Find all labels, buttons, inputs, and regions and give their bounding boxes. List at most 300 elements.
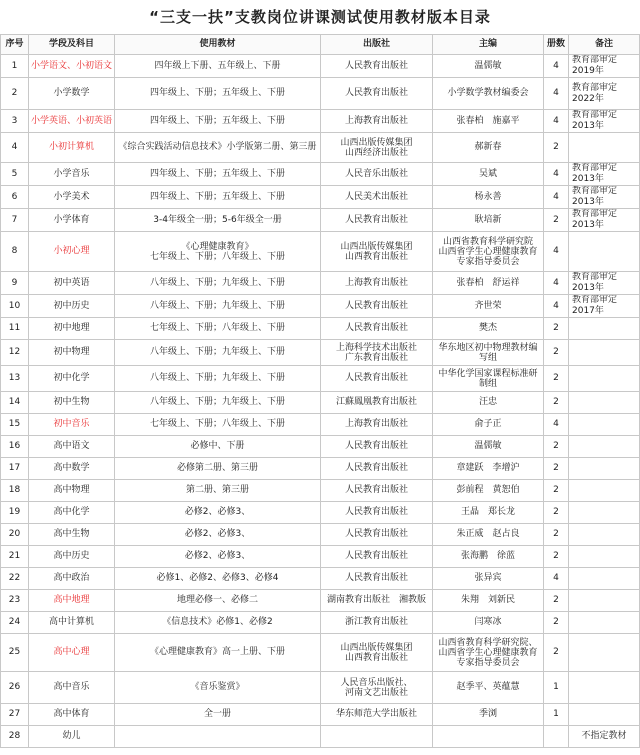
- cell-volumes: 2: [544, 480, 569, 502]
- cell-index: 2: [1, 78, 29, 110]
- cell-note: [569, 366, 640, 392]
- cell-textbook-line: 必修2、必修3、: [184, 507, 251, 517]
- cell-volumes: 4: [544, 55, 569, 78]
- cell-publisher: [321, 55, 433, 78]
- cell-textbook: [115, 392, 321, 414]
- cell-textbook: [115, 458, 321, 480]
- cell-volumes: 4: [544, 163, 569, 186]
- cell-volumes: 4: [544, 295, 569, 318]
- cell-editor-line: 俞子正: [474, 419, 502, 429]
- header-row: [1, 35, 640, 55]
- cell-volumes: 2: [544, 612, 569, 634]
- cell-volumes: 2: [544, 209, 569, 232]
- cell-publisher: [321, 78, 433, 110]
- cell-textbook: [115, 414, 321, 436]
- cell-index: 1: [1, 55, 29, 78]
- cell-publisher: [321, 110, 433, 133]
- cell-publisher-line: 人民教育出版社: [344, 573, 408, 583]
- cell-note: [569, 590, 640, 612]
- table-row: [1, 726, 640, 748]
- cell-editor-line: 写组: [478, 352, 497, 363]
- header-volumes: 册数: [544, 35, 569, 55]
- cell-editor: [433, 133, 544, 163]
- cell-subject: 高中心理: [29, 634, 115, 672]
- cell-editor-line: 耿培新: [474, 214, 502, 225]
- cell-textbook-line: 《心理健康教育》: [181, 241, 254, 252]
- table-row: [1, 524, 640, 546]
- header-textbook: 使用教材: [115, 35, 321, 55]
- cell-publisher-line: 广东教育出版社: [344, 352, 408, 363]
- cell-publisher-line: 人民教育出版社: [344, 441, 408, 451]
- cell-editor: [433, 502, 544, 524]
- cell-editor-line: 杨永善: [474, 191, 502, 202]
- table-row: [1, 634, 640, 672]
- cell-editor: [433, 366, 544, 392]
- table-row: [1, 209, 640, 232]
- table-row: [1, 340, 640, 366]
- cell-editor-line: 王晶 郑长龙: [460, 507, 515, 517]
- cell-editor-line: 吴斌: [478, 168, 497, 179]
- cell-publisher: [321, 232, 433, 272]
- cell-textbook: [115, 110, 321, 133]
- cell-editor: [433, 704, 544, 726]
- cell-index: 3: [1, 110, 29, 133]
- cell-subject: 高中音乐: [29, 672, 115, 704]
- table-row: [1, 232, 640, 272]
- header-index: 序号: [1, 35, 29, 55]
- cell-volumes: 2: [544, 366, 569, 392]
- cell-editor-line: 郝新春: [474, 142, 502, 152]
- cell-editor: [433, 209, 544, 232]
- cell-textbook: [115, 78, 321, 110]
- cell-editor-line: 小学数学教材编委会: [447, 88, 529, 98]
- cell-subject: 幼儿: [29, 726, 115, 748]
- table-row: [1, 186, 640, 209]
- cell-publisher: [321, 133, 433, 163]
- cell-editor: [433, 318, 544, 340]
- cell-volumes: 4: [544, 272, 569, 295]
- cell-publisher-line: 山西出版传媒集团: [340, 137, 413, 148]
- cell-publisher: [321, 436, 433, 458]
- cell-volumes: 2: [544, 634, 569, 672]
- page-title: “三支一扶”支教岗位讲课测试使用教材版本目录: [149, 8, 491, 26]
- cell-textbook: [115, 502, 321, 524]
- cell-textbook-line: 必修2、必修3、: [184, 551, 251, 561]
- cell-publisher-line: 上海教育出版社: [344, 419, 408, 429]
- cell-subject: 高中生物: [29, 524, 115, 546]
- cell-subject: 初中生物: [29, 392, 115, 414]
- table-row: [1, 163, 640, 186]
- cell-textbook-line: 《综合实践活动信息技术》小学版第二册、第三册: [118, 142, 317, 152]
- header-publisher: 出版社: [321, 35, 433, 55]
- cell-volumes: 2: [544, 436, 569, 458]
- cell-volumes: 2: [544, 318, 569, 340]
- cell-volumes: 2: [544, 546, 569, 568]
- cell-publisher: [321, 366, 433, 392]
- table-row: [1, 55, 640, 78]
- cell-publisher-line: 山西出版传媒集团: [340, 642, 413, 653]
- cell-textbook-line: 《信息技术》必修1、必修2: [162, 617, 273, 627]
- cell-publisher-line: 人民教育出版社: [344, 214, 408, 225]
- cell-textbook-line: 四年级上、下册；五年级上、下册: [149, 88, 285, 98]
- cell-textbook-line: 八年级上、下册；九年级上、下册: [149, 397, 285, 407]
- cell-editor-line: 汪忠: [478, 397, 497, 407]
- cell-publisher: [321, 458, 433, 480]
- table-row: [1, 272, 640, 295]
- cell-index: 26: [1, 672, 29, 704]
- cell-editor-line: 张春柏 舒运祥: [456, 277, 520, 288]
- cell-volumes: 4: [544, 186, 569, 209]
- cell-subject: 高中物理: [29, 480, 115, 502]
- cell-editor: [433, 590, 544, 612]
- cell-publisher-line: 湖南教育出版社 湘教版: [326, 595, 426, 605]
- cell-subject: 小学体育: [29, 209, 115, 232]
- cell-textbook: [115, 436, 321, 458]
- table-row: [1, 366, 640, 392]
- table-row: [1, 318, 640, 340]
- cell-index: 8: [1, 232, 29, 272]
- cell-editor: [433, 568, 544, 590]
- cell-editor: [433, 672, 544, 704]
- cell-publisher-line: 人民美术出版社: [344, 191, 408, 202]
- cell-index: 9: [1, 272, 29, 295]
- cell-index: 25: [1, 634, 29, 672]
- cell-index: 12: [1, 340, 29, 366]
- table-row: [1, 295, 640, 318]
- cell-index: 18: [1, 480, 29, 502]
- cell-publisher-line: 山西经济出版社: [344, 147, 408, 158]
- cell-textbook: [115, 590, 321, 612]
- cell-publisher: [321, 209, 433, 232]
- cell-textbook: [115, 524, 321, 546]
- cell-volumes: 1: [544, 672, 569, 704]
- cell-editor-line: 中华化学国家课程标准研: [438, 368, 538, 379]
- cell-textbook-line: 四年级上、下册；五年级上、下册: [149, 115, 285, 126]
- cell-editor-line: 彭前程 黄恕伯: [456, 485, 520, 495]
- cell-index: 24: [1, 612, 29, 634]
- cell-volumes: 2: [544, 340, 569, 366]
- cell-subject: 初中英语: [29, 272, 115, 295]
- cell-note: 教育部审定2013年: [569, 163, 640, 186]
- cell-publisher-line: 人民教育出版社: [344, 507, 408, 517]
- cell-publisher: [321, 704, 433, 726]
- cell-subject: 高中化学: [29, 502, 115, 524]
- cell-note: [569, 318, 640, 340]
- cell-textbook: [115, 295, 321, 318]
- cell-volumes: 2: [544, 392, 569, 414]
- cell-note: [569, 634, 640, 672]
- table-row: [1, 133, 640, 163]
- cell-textbook: [115, 55, 321, 78]
- cell-publisher: [321, 568, 433, 590]
- cell-note: [569, 672, 640, 704]
- cell-index: 13: [1, 366, 29, 392]
- cell-publisher: [321, 340, 433, 366]
- cell-note: [569, 458, 640, 480]
- table-row: [1, 110, 640, 133]
- cell-subject: 高中历史: [29, 546, 115, 568]
- textbook-table: [0, 34, 640, 748]
- cell-subject: 初中物理: [29, 340, 115, 366]
- cell-volumes: 2: [544, 458, 569, 480]
- cell-textbook: [115, 163, 321, 186]
- cell-textbook-line: 必修2、必修3、: [184, 529, 251, 539]
- cell-editor-line: 赵季平、英蕴慧: [456, 682, 520, 692]
- cell-textbook-line: 七年级上、下册；八年级上、下册: [149, 323, 285, 333]
- cell-editor: [433, 163, 544, 186]
- cell-publisher: [321, 634, 433, 672]
- cell-note: [569, 340, 640, 366]
- table-row: [1, 392, 640, 414]
- cell-index: 28: [1, 726, 29, 748]
- cell-publisher: [321, 672, 433, 704]
- cell-publisher: [321, 272, 433, 295]
- cell-publisher-line: 人民教育出版社: [344, 463, 408, 473]
- cell-textbook: [115, 232, 321, 272]
- cell-subject: 高中体育: [29, 704, 115, 726]
- cell-index: 22: [1, 568, 29, 590]
- cell-note: [569, 392, 640, 414]
- table-row: [1, 436, 640, 458]
- cell-editor-line: 张春柏 施嘉平: [456, 115, 520, 126]
- cell-publisher-line: 江蘇鳳凰教育出版社: [335, 397, 417, 407]
- cell-editor: [433, 414, 544, 436]
- cell-subject: 初中地理: [29, 318, 115, 340]
- cell-textbook: [115, 186, 321, 209]
- header-subject: 学段及科目: [29, 35, 115, 55]
- cell-index: 6: [1, 186, 29, 209]
- cell-textbook: [115, 568, 321, 590]
- cell-index: 19: [1, 502, 29, 524]
- cell-editor: [433, 55, 544, 78]
- cell-note: [569, 524, 640, 546]
- cell-volumes: 4: [544, 78, 569, 110]
- cell-editor: [433, 634, 544, 672]
- cell-subject: 小学音乐: [29, 163, 115, 186]
- cell-editor-line: 张异宾: [474, 573, 502, 583]
- cell-publisher: [321, 726, 433, 748]
- cell-publisher: [321, 524, 433, 546]
- cell-textbook-line: 全一册: [203, 709, 231, 719]
- cell-textbook: [115, 272, 321, 295]
- cell-note: [569, 704, 640, 726]
- table-row: [1, 458, 640, 480]
- cell-textbook-line: 八年级上、下册；九年级上、下册: [149, 347, 285, 357]
- cell-publisher-line: 人民教育出版社: [344, 551, 408, 561]
- cell-index: 15: [1, 414, 29, 436]
- cell-editor: [433, 110, 544, 133]
- cell-editor-line: 樊杰: [478, 323, 497, 333]
- cell-editor: [433, 78, 544, 110]
- cell-subject: 小学英语、小初英语: [29, 110, 115, 133]
- cell-volumes: 2: [544, 502, 569, 524]
- cell-editor: [433, 340, 544, 366]
- cell-index: 14: [1, 392, 29, 414]
- cell-editor-line: 齐世荣: [474, 300, 502, 311]
- cell-textbook: [115, 133, 321, 163]
- cell-textbook: [115, 704, 321, 726]
- cell-volumes: 4: [544, 568, 569, 590]
- cell-note: 教育部审定2017年: [569, 295, 640, 318]
- cell-subject: 初中音乐: [29, 414, 115, 436]
- cell-subject: 初中化学: [29, 366, 115, 392]
- cell-publisher: [321, 295, 433, 318]
- cell-editor-line: 山西省学生心理健康教育: [438, 647, 538, 658]
- cell-editor: [433, 546, 544, 568]
- cell-editor: [433, 524, 544, 546]
- cell-note: [569, 612, 640, 634]
- cell-editor: [433, 392, 544, 414]
- header-note: 备注: [569, 35, 640, 55]
- cell-publisher-line: 山西出版传媒集团: [340, 241, 413, 252]
- cell-textbook: [115, 366, 321, 392]
- cell-editor: [433, 436, 544, 458]
- cell-publisher-line: 人民教育出版社: [344, 373, 408, 383]
- cell-textbook: [115, 480, 321, 502]
- table-row: [1, 414, 640, 436]
- cell-editor-line: 专家指导委员会: [456, 657, 520, 668]
- cell-publisher: [321, 480, 433, 502]
- table-row: [1, 590, 640, 612]
- cell-textbook-line: 八年级上、下册；九年级上、下册: [149, 277, 285, 288]
- cell-editor-line: 制组: [478, 378, 497, 389]
- table-row: [1, 480, 640, 502]
- cell-volumes: 4: [544, 414, 569, 436]
- cell-note: [569, 546, 640, 568]
- cell-editor-line: 山西省教育科学研究院: [442, 236, 533, 247]
- cell-publisher-line: 浙江教育出版社: [344, 617, 408, 627]
- cell-textbook: [115, 209, 321, 232]
- cell-note: 教育部审定2013年: [569, 186, 640, 209]
- cell-volumes: 2: [544, 524, 569, 546]
- header-editor: 主编: [433, 35, 544, 55]
- cell-note: 不指定教材: [569, 726, 640, 748]
- cell-editor: [433, 295, 544, 318]
- table-row: [1, 568, 640, 590]
- cell-textbook: [115, 634, 321, 672]
- cell-editor-line: 温儒敏: [474, 60, 502, 71]
- cell-editor-line: 华东地区初中物理教材编: [438, 342, 538, 353]
- cell-publisher-line: 人民音乐出版社: [344, 168, 408, 179]
- cell-editor-line: 山西省教育科学研究院、: [438, 637, 538, 648]
- cell-note: [569, 568, 640, 590]
- cell-editor-line: 专家指导委员会: [456, 256, 520, 267]
- cell-volumes: [544, 726, 569, 748]
- cell-textbook: [115, 340, 321, 366]
- cell-subject: 高中政治: [29, 568, 115, 590]
- cell-volumes: 4: [544, 110, 569, 133]
- cell-index: 23: [1, 590, 29, 612]
- cell-note: 教育部审定2019年: [569, 55, 640, 78]
- cell-note: [569, 133, 640, 163]
- cell-volumes: 2: [544, 590, 569, 612]
- cell-editor-line: 朱正威 赵占良: [456, 529, 520, 539]
- cell-publisher-line: 上海教育出版社: [344, 115, 408, 126]
- cell-publisher: [321, 546, 433, 568]
- cell-editor-line: 朱翔 刘新民: [460, 595, 515, 605]
- cell-index: 20: [1, 524, 29, 546]
- cell-publisher: [321, 590, 433, 612]
- cell-textbook-line: 四年级上下册、五年级上、下册: [154, 60, 281, 71]
- cell-subject: 小学美术: [29, 186, 115, 209]
- cell-textbook: [115, 672, 321, 704]
- cell-publisher: [321, 612, 433, 634]
- cell-textbook-line: 四年级上、下册；五年级上、下册: [149, 191, 285, 202]
- cell-editor: [433, 612, 544, 634]
- cell-publisher-line: 华东师范大学出版社: [335, 709, 417, 719]
- cell-textbook: [115, 546, 321, 568]
- cell-publisher: [321, 414, 433, 436]
- cell-subject: 小学数学: [29, 78, 115, 110]
- cell-publisher-line: 人民教育出版社: [344, 529, 408, 539]
- cell-index: 16: [1, 436, 29, 458]
- cell-subject: 高中计算机: [29, 612, 115, 634]
- cell-index: 4: [1, 133, 29, 163]
- cell-volumes: 1: [544, 704, 569, 726]
- cell-publisher-line: 山西教育出版社: [344, 652, 408, 663]
- cell-note: 教育部审定2022年: [569, 78, 640, 110]
- cell-index: 11: [1, 318, 29, 340]
- table-row: [1, 672, 640, 704]
- cell-publisher-line: 人民教育出版社: [344, 88, 408, 98]
- cell-index: 17: [1, 458, 29, 480]
- table-body: [1, 55, 640, 748]
- cell-editor-line: 章建跃 李增沪: [456, 463, 520, 473]
- cell-publisher-line: 人民教育出版社: [344, 300, 408, 311]
- cell-textbook-line: 《音乐鉴赏》: [190, 682, 245, 692]
- cell-volumes: 2: [544, 133, 569, 163]
- cell-publisher: [321, 392, 433, 414]
- cell-editor: [433, 272, 544, 295]
- cell-index: 27: [1, 704, 29, 726]
- cell-subject: 小学语文、小初语文: [29, 55, 115, 78]
- cell-note: [569, 502, 640, 524]
- table-row: [1, 78, 640, 110]
- cell-publisher: [321, 186, 433, 209]
- cell-textbook-line: 八年级上、下册；九年级上、下册: [149, 300, 285, 311]
- cell-textbook-line: 七年级上、下册；八年级上、下册: [149, 251, 285, 262]
- cell-editor: [433, 726, 544, 748]
- cell-index: 21: [1, 546, 29, 568]
- cell-volumes: 4: [544, 232, 569, 272]
- cell-editor-line: 张海鹏 徐蓝: [460, 551, 515, 561]
- cell-publisher-line: 人民音乐出版社、: [340, 677, 413, 688]
- cell-textbook: [115, 612, 321, 634]
- cell-note: [569, 414, 640, 436]
- cell-textbook-line: 《心理健康教育》高一上册、下册: [149, 647, 285, 657]
- cell-publisher-line: 人民教育出版社: [344, 323, 408, 333]
- cell-editor: [433, 232, 544, 272]
- table-row: [1, 612, 640, 634]
- cell-publisher: [321, 502, 433, 524]
- cell-editor-line: 闫寒冰: [474, 617, 502, 627]
- table-row: [1, 546, 640, 568]
- cell-note: 教育部审定2013年: [569, 209, 640, 232]
- cell-textbook-line: 地理必修一、必修二: [176, 595, 258, 605]
- cell-publisher-line: 人民教育出版社: [344, 60, 408, 71]
- cell-note: [569, 480, 640, 502]
- cell-publisher-line: 上海教育出版社: [344, 277, 408, 288]
- cell-textbook-line: 必修中、下册: [190, 441, 245, 451]
- cell-textbook-line: 八年级上、下册；九年级上、下册: [149, 373, 285, 383]
- cell-editor: [433, 458, 544, 480]
- cell-index: 10: [1, 295, 29, 318]
- cell-publisher-line: 人民教育出版社: [344, 485, 408, 495]
- cell-textbook-line: 必修第二册、第三册: [176, 463, 258, 473]
- cell-subject: 高中数学: [29, 458, 115, 480]
- cell-publisher: [321, 163, 433, 186]
- cell-textbook: [115, 318, 321, 340]
